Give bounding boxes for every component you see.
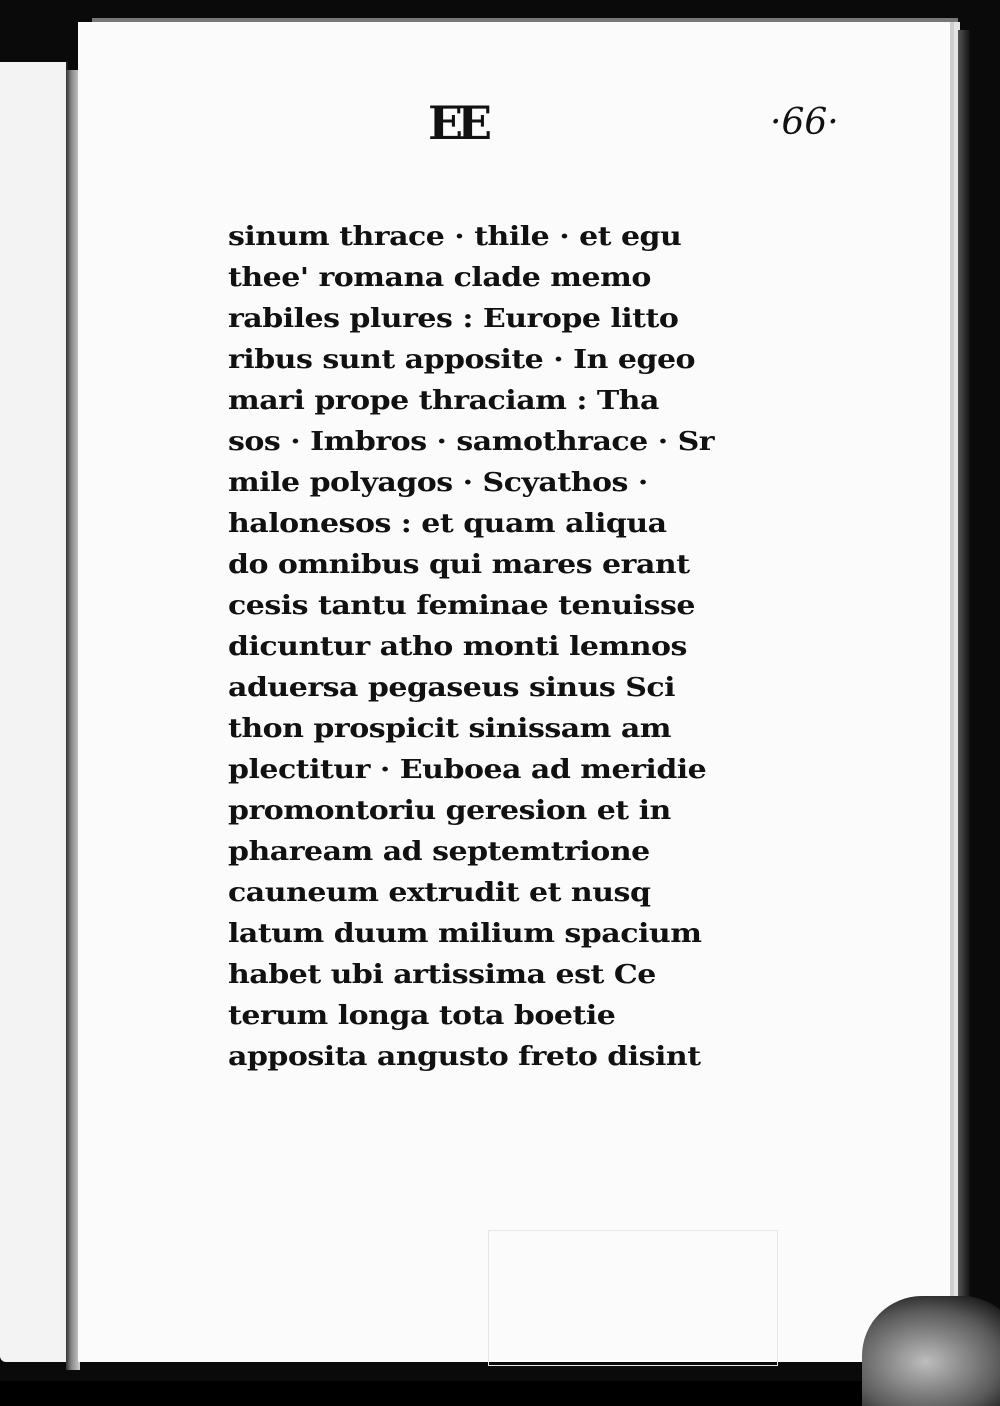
- text-line: habet ubi artissima est Ce: [228, 959, 656, 990]
- text-line: mari prope thraciam : Tha: [228, 385, 659, 416]
- text-line: latum duum milium spacium: [228, 918, 702, 949]
- text-line: rabiles plures : Europe litto: [228, 303, 679, 334]
- text-line: do omnibus qui mares erant: [228, 549, 690, 580]
- text-line: aduersa pegaseus sinus Sci: [228, 672, 676, 703]
- folio-number: ·66·: [770, 102, 839, 143]
- text-line: phaream ad septemtrione: [228, 836, 650, 867]
- paper-mark: [488, 1230, 778, 1366]
- text-line: terum longa tota boetie: [228, 1000, 616, 1031]
- page-fore-edge: [958, 30, 970, 1330]
- text-line: sinum thrace · thile · et egu: [228, 221, 682, 252]
- quire-signature: EE: [428, 96, 487, 150]
- manuscript-text-block: [228, 216, 748, 1077]
- text-line: sos · Imbros · samothrace · Sr: [228, 426, 715, 457]
- text-line: mile polyagos · Scyathos ·: [228, 467, 648, 498]
- text-line: cesis tantu feminae tenuisse: [228, 590, 695, 621]
- text-line: thee' romana clade memo: [228, 262, 651, 293]
- left-page-edge: [0, 62, 68, 1362]
- text-line: ribus sunt apposite · In egeo: [228, 344, 696, 375]
- thumb-in-frame: [862, 1296, 1000, 1406]
- text-line: cauneum extrudit et nusq: [228, 877, 651, 908]
- text-line: apposita angusto freto disint: [228, 1041, 701, 1072]
- text-line: dicuntur atho monti lemnos: [228, 631, 687, 662]
- text-line: promontoriu geresion et in: [228, 795, 671, 826]
- text-line: plectitur · Euboea ad meridie: [228, 754, 707, 785]
- text-line: halonesos : et quam aliqua: [228, 508, 667, 539]
- text-line: thon prospicit sinissam am: [228, 713, 672, 744]
